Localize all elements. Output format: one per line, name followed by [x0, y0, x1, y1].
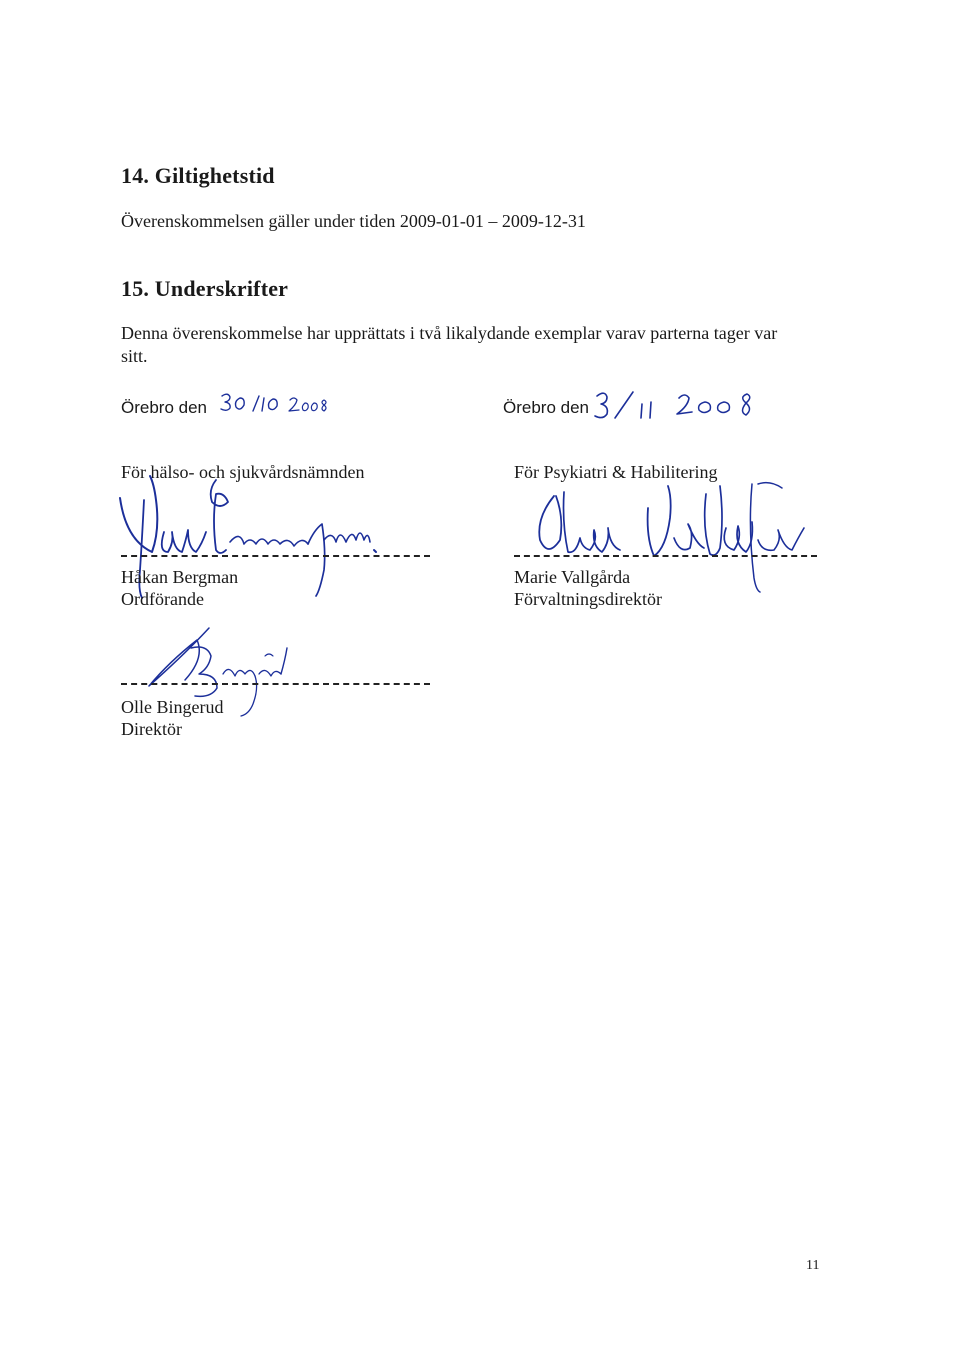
bottom-signer-title: Direktör [121, 719, 182, 739]
signatures-text-line2: sitt. [121, 346, 148, 366]
left-place-label: Örebro den [121, 398, 207, 417]
bottom-signer-name: Olle Bingerud [121, 697, 224, 717]
validity-text: Överenskommelsen gäller under tiden 2009-01-01 – 2009-12-31 [121, 211, 586, 231]
left-signer-name: Håkan Bergman [121, 567, 239, 587]
right-handwritten-date [593, 384, 773, 428]
left-signer-title: Ordförande [121, 589, 204, 609]
left-signature-line [121, 555, 430, 557]
bottom-signature-line [121, 683, 430, 685]
right-party-label: För Psykiatri & Habilitering [514, 462, 718, 482]
left-party-label: För hälso- och sjukvårdsnämnden [121, 462, 365, 482]
left-handwritten-date [218, 390, 348, 420]
signatures-text-line1: Denna överenskommelse har upprättats i två likalydande exemplar varav parterna tager var [121, 323, 778, 343]
right-signer-name: Marie Vallgårda [514, 567, 631, 587]
right-place-label: Örebro den [503, 398, 589, 417]
right-signature-line [514, 555, 817, 557]
page-number: 11 [806, 1258, 820, 1273]
section-15-heading: 15. Underskrifter [121, 276, 289, 301]
right-signer-title: Förvaltningsdirektör [514, 589, 662, 609]
section-14-heading: 14. Giltighetstid [121, 163, 275, 188]
